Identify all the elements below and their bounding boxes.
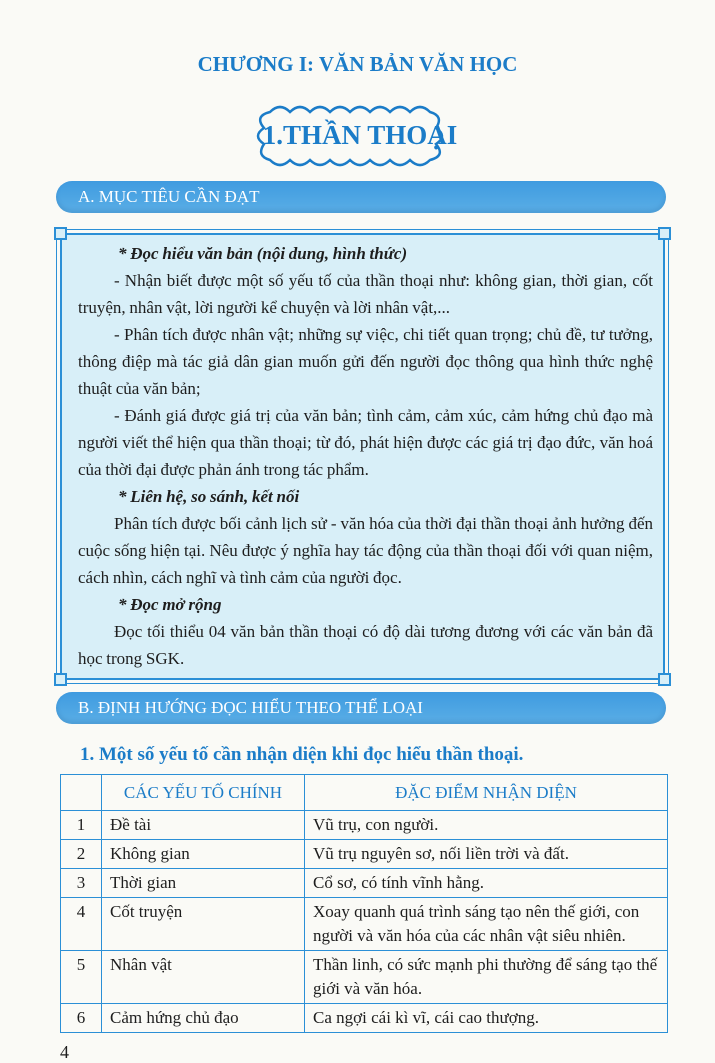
objective-text: - Phân tích được nhân vật; những sự việc, chi tiết quan trọng; chủ đề, tư tưởng, thông điệp mà tác giả dân gian muốn gửi đến người đọc thông qua hình thức nghệ thuật của văn bản; [78, 325, 653, 398]
objective-text: - Đánh giá được giá trị của văn bản; tình cảm, cảm xúc, cảm hứng chủ đạo mà người viết thể hiện qua thần thoại; từ đó, phát hiện được các giá trị đạo đức, văn hoá của thời đại được phản ánh trong tác phẩm. [78, 406, 653, 479]
section-b-heading: B. ĐỊNH HƯỚNG ĐỌC HIỂU THEO THỂ LOẠI [56, 692, 666, 724]
corner-ornament [54, 227, 67, 240]
objective-heading: * Đọc mở rộng [118, 595, 222, 614]
element-description: Vũ trụ, con người. [305, 811, 668, 840]
element-description: Vũ trụ nguyên sơ, nối liền trời và đất. [305, 840, 668, 869]
corner-ornament [54, 673, 67, 686]
lesson-title-cloud [250, 100, 470, 170]
objective-heading: * Đọc hiểu văn bản (nội dung, hình thức) [118, 244, 408, 263]
table-header-cell: CÁC YẾU TỐ CHÍNH [102, 775, 305, 811]
chapter-title: CHƯƠNG I: VĂN BẢN VĂN HỌC [197, 52, 518, 76]
element-description: Xoay quanh quá trình sáng tạo nên thế giới, con người và văn hóa của các nhân vật siêu nhiên. [305, 898, 668, 951]
page-body [56, 233, 670, 1063]
row-number: 1 [61, 811, 102, 840]
objective-text: - Nhận biết được một số yếu tố của thần thoại như: không gian, thời gian, cốt truyện, nhân vật, lời người kể chuyện và lời nhân vật,... [78, 271, 653, 317]
objective-text: Đọc tối thiểu 04 văn bản thần thoại có độ dài tương đương với các văn bản đã học trong SGK. [78, 622, 653, 668]
row-number: 6 [61, 1004, 102, 1033]
element-name: Cảm hứng chủ đạo [102, 1004, 305, 1033]
row-number: 3 [61, 869, 102, 898]
objective-text: Phân tích được bối cảnh lịch sử - văn hóa của thời đại thần thoại ảnh hưởng đến cuộc sống hiện tại. Nêu được ý nghĩa hay tác động của thần thoại đối với quan niệm, cách nhìn, cách nghĩ và tình cảm của người đọc. [78, 514, 653, 587]
corner-ornament [658, 673, 671, 686]
element-name: Thời gian [102, 869, 305, 898]
page-number: 4 [60, 1042, 69, 1062]
element-name: Đề tài [102, 811, 305, 840]
element-name: Cốt truyện [102, 898, 305, 951]
table-row [61, 869, 668, 898]
table-row [61, 951, 668, 1004]
elements-table [60, 774, 668, 1033]
table-header-row [61, 775, 668, 811]
table-row [61, 1004, 668, 1033]
table-row [61, 840, 668, 869]
lesson-title: 1.THẦN THOẠI [262, 120, 458, 150]
subsection-heading: 1. Một số yếu tố cần nhận diện khi đọc hiểu thần thoại. [80, 744, 524, 765]
element-description: Thần linh, có sức mạnh phi thường để sáng tạo thế giới và văn hóa. [305, 951, 668, 1004]
element-name: Nhân vật [102, 951, 305, 1004]
table-row [61, 811, 668, 840]
row-number: 5 [61, 951, 102, 1004]
table-row [61, 898, 668, 951]
table-header-cell [61, 775, 102, 811]
element-description: Ca ngợi cái kì vĩ, cái cao thượng. [305, 1004, 668, 1033]
row-number: 2 [61, 840, 102, 869]
row-number: 4 [61, 898, 102, 951]
objectives-box [60, 233, 665, 680]
table-header-cell: ĐẶC ĐIỂM NHẬN DIỆN [305, 775, 668, 811]
section-a-heading: A. MỤC TIÊU CẦN ĐẠT [56, 181, 666, 213]
element-description: Cổ sơ, có tính vĩnh hằng. [305, 869, 668, 898]
objective-heading: * Liên hệ, so sánh, kết nối [118, 487, 300, 506]
element-name: Không gian [102, 840, 305, 869]
corner-ornament [658, 227, 671, 240]
